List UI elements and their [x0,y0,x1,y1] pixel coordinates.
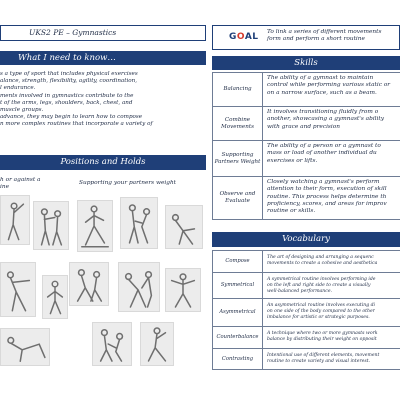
table-row [213,348,400,370]
goal-box [212,25,400,50]
vocab-term: Compose [213,251,263,272]
definition-line: routine to create variety and visual interest. [267,358,371,364]
goal-line: To link a series of different movements [267,29,382,35]
figure-icon [1,329,49,365]
definition-line: on one side of the body compared to the other [267,308,375,314]
definition-line: mass or load of another individual du [267,150,377,157]
definition-line: The art of designing and arranging a sequenc [267,255,374,260]
vocab-definition [267,255,377,267]
intro-line: n more complex routines that incorporate a variety of [0,121,153,128]
definition-line: balance by distributing their weight on opposit [267,336,377,342]
definition-line: control while performing various static or [267,82,391,89]
intro-text [0,71,206,129]
table-row [213,106,400,140]
gymnastics-photo [0,195,30,245]
table-row [213,250,400,272]
definition-line: The ability of a person or a gymnast to [267,143,381,149]
definition-line: Intentional use of different elements, movement [267,353,380,358]
gymnastics-photo [92,322,132,366]
goal-logo: GOAL [229,32,259,42]
figure-icon [93,323,131,365]
skill-term: Supporting Partners Weight [213,141,263,176]
definition-line: on the left and right side to create a visually [267,282,371,288]
table-row [213,272,400,298]
vocab-definition [267,277,376,294]
gymnastics-photo [120,197,158,249]
gymnastics-photo [165,205,203,249]
figure-icon [1,263,35,316]
intro-line: muscle groups. [0,107,44,114]
caption-left-1: h or against a [0,177,41,183]
definition-line: with grace and precision [267,123,340,130]
skills-table [212,72,400,220]
figure-icon [34,202,68,249]
gymnastics-photo [118,262,160,312]
caption-supporting-weight: Supporting your partners weight [79,180,177,186]
goal-line: form and perform a short routine [267,36,365,43]
gymnastics-photo [0,262,36,317]
intro-line: alance, strength, flexibility, agility, coordination, [0,78,138,85]
skill-definition [267,179,387,215]
intro-line: ments involved in gymnastics contribute to the [0,92,134,99]
definition-line: routine or skills. [267,208,316,215]
skill-term: Combine Movements [213,107,263,140]
vocabulary-header: Vocabulary [212,232,400,247]
table-row [213,326,400,348]
figure-icon [141,323,173,365]
skill-definition [267,143,381,165]
figure-icon [121,198,157,248]
goal-text [267,29,381,44]
intro-line: s a type of sport that includes physical exercises [0,71,138,77]
table-row [213,140,400,176]
definition-line: Closely watching a gymnast's perform [267,179,380,185]
table-row [213,176,400,220]
vocabulary-table [212,250,400,370]
gymnastics-photo [0,328,50,366]
figure-icon [119,263,159,311]
positions-holds-header: Positions and Holds [0,155,206,170]
gymnastics-photo [33,201,69,250]
gymnastics-photo [42,275,68,319]
gymnastics-photo [165,268,201,312]
definition-line: movements to create a cohesive and aesthetica [267,260,378,266]
definition-line: attention to their form, execution of skill [267,186,387,193]
vocab-term: Contrasting [213,349,263,369]
intro-line: l endurance. [0,85,36,92]
figure-icon [1,196,29,244]
skill-definition [267,109,384,131]
skill-term: Balancing [213,73,263,106]
vocab-definition [267,353,379,365]
definition-line: The ability of a gymnast to maintain [267,75,374,81]
intro-line: advance, they may begin to learn how to compose [0,114,143,121]
table-row [213,72,400,106]
gymnastics-photo [77,200,113,252]
definition-line: A technique where two or more gymnasts work [267,331,378,336]
page-title: UKS2 PE – Gymnastics [0,25,206,41]
figure-icon [78,201,112,251]
definition-line: proficiency, scores, and areas for improv [267,200,387,207]
definition-line: well-balanced performance. [267,288,333,294]
figure-icon [166,269,200,311]
skill-term: Observe and Evaluate [213,177,263,219]
table-row [213,298,400,326]
vocab-term: Symmetrical [213,273,263,298]
vocab-definition [267,303,375,320]
skill-definition [267,75,390,97]
definition-line: on a narrow surface, such as a beam. [267,89,377,96]
definition-line: It involves transitioning fluidly from o [267,109,379,115]
gymnastics-photo [69,262,109,306]
definition-line: exercises or lifts. [267,157,318,164]
gymnastics-photo [140,322,174,366]
skills-header: Skills [212,56,400,70]
caption-left-2: ine [0,184,10,190]
definition-line: A symmetrical routine involves performing ide [267,277,376,282]
vocab-term: Counterbalance [213,327,263,348]
need-to-know-header: What I need to know… [0,51,206,65]
right-column [212,0,400,400]
intro-line: t of the arms, legs, shoulders, back, chest, and [0,99,133,106]
definition-line: routine. This process helps determine th [267,193,387,200]
definition-line: imbalance for artistic or strategic purposes. [267,314,370,320]
figure-icon [166,206,202,248]
vocab-term: Asymmetrical [213,299,263,326]
figure-icon [70,263,108,305]
definition-line: An asymmetrical routine involves executing di [267,303,376,308]
figure-icon [43,276,67,318]
vocab-definition [267,331,378,343]
definition-line: another, showcasing a gymnast's ability [267,116,384,123]
